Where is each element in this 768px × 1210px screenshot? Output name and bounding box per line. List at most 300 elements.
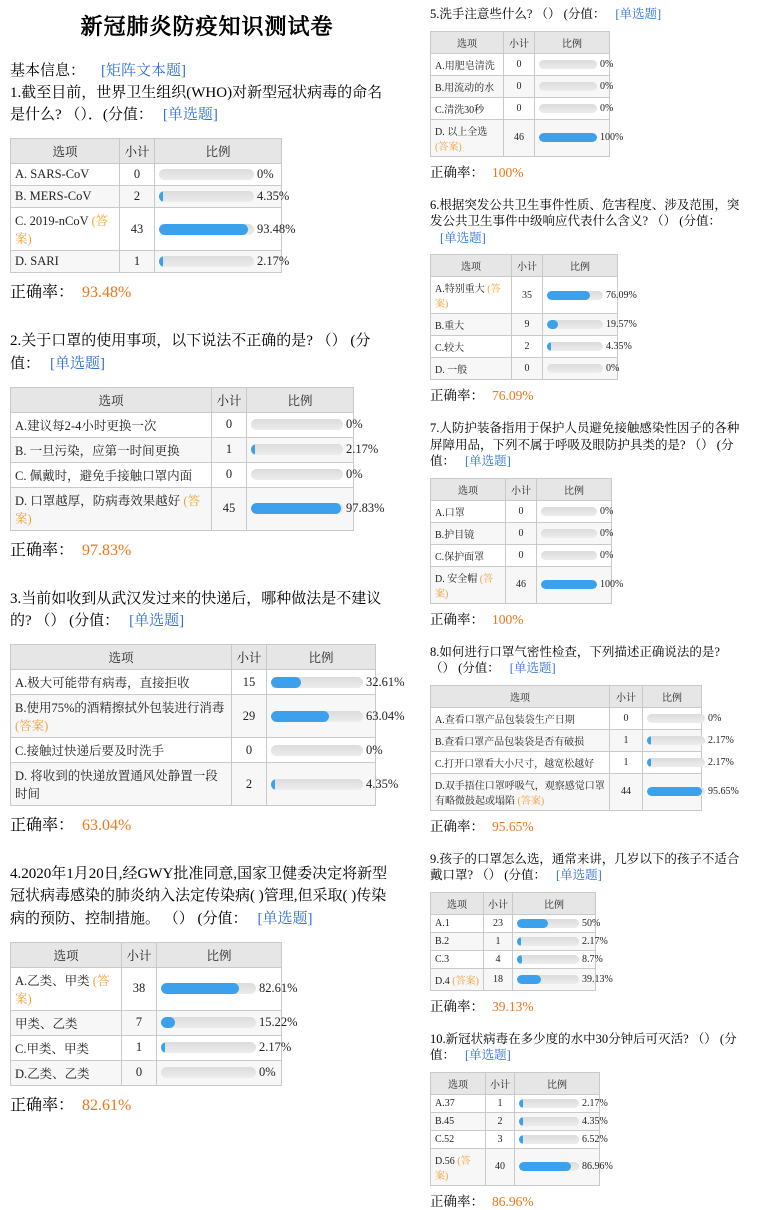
correct-rate-value: 63.04% xyxy=(82,817,132,835)
option-label-cell xyxy=(11,670,232,695)
options-table-body xyxy=(11,164,296,273)
answer-tag: (答案) xyxy=(452,975,479,987)
option-label-cell xyxy=(431,914,484,932)
percent-label: 2.17% xyxy=(259,1040,292,1055)
option-percent-cell xyxy=(267,695,405,738)
option-count: 29 xyxy=(232,695,267,738)
percent-bar xyxy=(539,58,614,70)
col-header-option: 选项 xyxy=(431,685,610,707)
percent-label: 97.83% xyxy=(346,501,385,516)
percent-bar-fill xyxy=(159,256,163,267)
question-type-link[interactable]: [单选题] xyxy=(162,107,218,124)
option-count: 0 xyxy=(504,75,535,97)
question-text-label: 6.根据突发公共卫生事件性质、危害程度、涉及范围，突发公共卫生事件中级响应代表什么含义? （） (分值： xyxy=(430,197,740,228)
option-row xyxy=(11,208,282,251)
option-row xyxy=(11,437,354,462)
percent-bar xyxy=(519,1133,608,1145)
options-table-head xyxy=(11,387,354,412)
answer-tag: (答案) xyxy=(435,573,494,600)
percent-bar xyxy=(547,341,632,352)
option-label-cell xyxy=(11,437,212,462)
percent-bar-fill xyxy=(547,342,551,351)
percent-label: 4.35% xyxy=(257,189,290,204)
percent-bar-fill xyxy=(519,1162,571,1171)
percent-bar-track xyxy=(517,937,579,946)
question-block xyxy=(10,82,388,302)
question-type-link[interactable]: [单选题] xyxy=(257,910,313,927)
option-label-cell xyxy=(11,186,120,208)
option-row xyxy=(431,773,702,810)
percent-bar xyxy=(271,776,399,792)
correct-rate-value: 100% xyxy=(492,164,524,180)
option-row xyxy=(431,729,702,751)
question-type-link[interactable]: [单选题] xyxy=(615,7,662,21)
option-label-cell xyxy=(11,487,212,530)
question-type-link[interactable]: [单选题] xyxy=(465,1048,511,1062)
option-percent-cell xyxy=(157,1035,292,1060)
percent-bar-track xyxy=(519,1117,579,1126)
answer-tag: (答案) xyxy=(15,719,49,734)
percent-bar xyxy=(547,319,637,330)
col-header-count: 小计 xyxy=(512,255,543,277)
percent-bar-track xyxy=(517,919,579,928)
percent-bar-track xyxy=(541,580,597,589)
percent-bar-fill xyxy=(517,937,521,946)
options-table-body xyxy=(431,500,624,603)
options-table-head xyxy=(431,685,702,707)
question-block xyxy=(10,588,405,835)
answer-tag: (答案) xyxy=(435,141,462,153)
percent-bar-fill xyxy=(159,224,248,235)
option-percent-cell xyxy=(515,1094,608,1112)
percent-bar-track xyxy=(519,1099,579,1108)
percent-bar-track xyxy=(271,677,363,688)
col-header-option: 选项 xyxy=(11,387,212,412)
percent-bar-fill xyxy=(161,1042,165,1053)
option-count: 1 xyxy=(610,729,643,751)
header-row xyxy=(11,942,282,967)
col-header-count: 小计 xyxy=(484,892,513,914)
question-text xyxy=(10,82,388,126)
percent-bar xyxy=(647,756,734,768)
option-label: C. 2019-nCoV xyxy=(15,214,89,229)
question-text xyxy=(10,863,388,930)
percent-bar-track xyxy=(647,787,705,796)
options-table xyxy=(430,1072,613,1186)
options-table xyxy=(10,387,385,531)
percent-bar-track xyxy=(539,82,597,91)
left-column xyxy=(10,4,405,1210)
option-percent-cell xyxy=(535,97,614,119)
answer-tag: (答案) xyxy=(15,214,109,247)
options-table-body xyxy=(431,914,613,990)
percent-bar-fill xyxy=(517,955,522,964)
question-text-label: 7.人防护装备指用于保护人员避免接触感染性因子的各种屏障用品，下列不属于呼吸及眼防护具类的是? （） (分值： xyxy=(430,421,740,468)
option-count: 46 xyxy=(504,119,535,156)
option-percent-cell xyxy=(513,914,601,932)
option-label: 甲类、乙类 xyxy=(15,1016,78,1031)
percent-bar-track xyxy=(539,104,597,113)
percent-label: 82.61% xyxy=(259,981,298,996)
options-table-head xyxy=(11,139,282,164)
percent-bar-track xyxy=(271,745,363,756)
percent-bar-track xyxy=(541,507,597,516)
col-header-count: 小计 xyxy=(120,139,155,164)
option-count: 0 xyxy=(232,738,267,763)
question-text-label: 1.截至目前，世界卫生组织(WHO)对新型冠状病毒的命名是什么? （）．(分值： xyxy=(10,85,383,124)
option-label-cell xyxy=(431,97,504,119)
option-percent-cell xyxy=(513,932,608,950)
option-row xyxy=(431,97,610,119)
percent-bar-track xyxy=(159,191,254,202)
option-label: D.乙类、乙类 xyxy=(15,1066,90,1081)
option-row xyxy=(431,277,618,314)
percent-bar xyxy=(251,442,379,457)
header-row xyxy=(431,31,610,53)
percent-bar xyxy=(647,786,739,797)
percent-bar-track xyxy=(161,1067,256,1078)
percent-bar-track xyxy=(547,320,603,329)
option-label: C.3 xyxy=(435,953,450,965)
options-table-head xyxy=(11,645,376,670)
answer-tag: (答案) xyxy=(517,795,545,807)
option-row xyxy=(11,251,282,273)
answer-tag: (答案) xyxy=(435,284,501,310)
correct-rate-line xyxy=(430,384,742,404)
option-label-cell xyxy=(431,729,610,751)
option-label: B.2 xyxy=(435,935,450,947)
option-percent-cell xyxy=(643,707,722,729)
option-label: B.护目镜 xyxy=(435,529,475,541)
option-row xyxy=(431,932,596,950)
percent-label: 0% xyxy=(346,467,363,482)
option-percent-cell xyxy=(513,950,603,968)
option-count: 1 xyxy=(120,251,155,273)
option-label: D. 将收到的快递放置通风处静置一段时间 xyxy=(15,769,218,802)
question-type-link[interactable]: [单选题] xyxy=(440,230,486,245)
options-table-body xyxy=(431,707,739,810)
option-count: 46 xyxy=(506,566,537,603)
correct-rate-label: 正确率： xyxy=(10,284,75,302)
option-label-cell xyxy=(431,1148,486,1185)
option-count: 18 xyxy=(484,968,513,990)
header-row xyxy=(431,255,618,277)
option-row xyxy=(11,695,376,738)
percent-label: 0% xyxy=(257,167,274,182)
percent-label: 0% xyxy=(600,549,614,561)
question-type-link[interactable]: [单选题] xyxy=(50,355,106,372)
options-table xyxy=(430,478,624,604)
correct-rate-line xyxy=(430,161,742,181)
percent-label: 93.48% xyxy=(257,221,296,236)
basic-info-line xyxy=(10,59,388,80)
option-label: B.重大 xyxy=(435,321,465,332)
option-count: 45 xyxy=(212,487,247,530)
question-block xyxy=(430,1031,742,1210)
col-header-option: 选项 xyxy=(431,31,504,53)
option-percent-cell xyxy=(247,487,385,530)
option-count: 0 xyxy=(122,1060,157,1085)
option-label: A.37 xyxy=(435,1097,455,1109)
percent-bar-fill xyxy=(541,580,597,589)
percent-bar xyxy=(161,981,298,996)
option-label: D.4 xyxy=(435,975,450,987)
option-percent-cell xyxy=(535,75,614,97)
option-label-cell xyxy=(431,53,504,75)
correct-rate-value: 97.83% xyxy=(82,541,132,559)
question-text-label: 9.孩子的口罩怎么选，通常来讲，几岁以下的孩子不适合戴口罩? （） (分值： xyxy=(430,851,740,882)
option-label: B.用流动的水 xyxy=(435,82,495,94)
percent-bar-fill xyxy=(159,191,163,202)
option-percent-cell xyxy=(155,251,290,273)
percent-bar-track xyxy=(517,975,579,984)
option-count: 23 xyxy=(484,914,513,932)
percent-bar xyxy=(519,1161,613,1172)
option-row xyxy=(431,707,702,729)
percent-bar xyxy=(519,1097,608,1109)
percent-bar-track xyxy=(547,291,603,300)
options-table-head xyxy=(11,942,282,967)
option-label-cell xyxy=(431,1094,486,1112)
option-count: 9 xyxy=(512,314,543,336)
option-row xyxy=(11,412,354,437)
percent-bar xyxy=(251,417,363,432)
question-text xyxy=(430,1031,742,1064)
col-header-percent: 比例 xyxy=(267,645,376,670)
option-label: D.56 xyxy=(435,1155,455,1167)
options-table-body xyxy=(431,1094,613,1185)
header-row xyxy=(11,139,282,164)
option-row xyxy=(431,1094,600,1112)
option-row xyxy=(11,738,376,763)
percent-bar-fill xyxy=(517,975,541,984)
percent-bar-track xyxy=(271,779,363,790)
correct-rate-value: 82.61% xyxy=(82,1096,132,1114)
percent-label: 19.57% xyxy=(606,319,637,330)
question-block xyxy=(430,420,742,628)
option-count: 1 xyxy=(486,1094,515,1112)
option-count: 0 xyxy=(212,462,247,487)
options-table-head xyxy=(431,892,596,914)
option-label: C.清洗30秒 xyxy=(435,104,485,116)
question-block xyxy=(430,197,742,405)
col-header-count: 小计 xyxy=(504,31,535,53)
percent-bar-track xyxy=(271,711,363,722)
percent-bar-track xyxy=(541,551,597,560)
percent-bar-track xyxy=(159,224,254,235)
option-count: 0 xyxy=(120,164,155,186)
col-header-percent: 比例 xyxy=(155,139,282,164)
correct-rate-value: 76.09% xyxy=(492,388,534,403)
option-label-cell xyxy=(11,251,120,273)
option-row xyxy=(431,336,618,358)
option-percent-cell xyxy=(267,763,399,806)
percent-bar-fill xyxy=(271,779,275,790)
percent-bar xyxy=(647,712,722,724)
question-text xyxy=(430,6,742,23)
col-header-count: 小计 xyxy=(610,685,643,707)
col-header-percent: 比例 xyxy=(535,31,610,53)
col-header-option: 选项 xyxy=(431,1072,486,1094)
option-row xyxy=(431,522,612,544)
percent-bar xyxy=(271,742,383,758)
option-label: B. MERS-CoV xyxy=(15,189,92,204)
option-row xyxy=(11,967,282,1010)
col-header-percent: 比例 xyxy=(643,685,702,707)
question-block xyxy=(430,6,742,181)
percent-bar-track xyxy=(647,736,705,745)
option-percent-cell xyxy=(157,967,298,1010)
percent-bar-fill xyxy=(251,503,341,514)
percent-label: 2.17% xyxy=(582,935,608,947)
left-questions-container xyxy=(10,82,405,1115)
option-label-cell xyxy=(11,738,232,763)
question-text-label: 5.洗手注意些什么? （） (分值： xyxy=(430,7,606,21)
question-text xyxy=(10,330,388,374)
option-label-cell xyxy=(11,462,212,487)
option-label-cell xyxy=(431,522,506,544)
option-label: C.保护面罩 xyxy=(435,551,485,563)
page-title: 新冠肺炎防疫知识测试卷 xyxy=(80,14,334,39)
options-table xyxy=(430,685,739,811)
question-type-link[interactable]: [单选题] xyxy=(555,868,602,882)
header-row xyxy=(11,645,376,670)
percent-bar-track xyxy=(159,256,254,267)
option-row xyxy=(11,462,354,487)
col-header-option: 选项 xyxy=(11,139,120,164)
option-row xyxy=(431,53,610,75)
correct-rate-label: 正确率： xyxy=(430,1193,484,1209)
col-header-count: 小计 xyxy=(212,387,247,412)
percent-bar-track xyxy=(541,529,597,538)
percent-bar-track xyxy=(539,60,597,69)
question-block xyxy=(430,644,742,835)
option-label-cell xyxy=(431,932,484,950)
option-count: 0 xyxy=(506,522,537,544)
option-count: 2 xyxy=(120,186,155,208)
percent-label: 2.17% xyxy=(346,442,379,457)
option-label-cell xyxy=(11,208,120,251)
option-count: 2 xyxy=(232,763,267,806)
option-label: B. 一旦污染，应第一时间更换 xyxy=(15,443,180,458)
question-text-label: 2.关于口罩的使用事项，以下说法不正确的是? （） (分值： xyxy=(10,333,371,372)
option-label-cell xyxy=(431,950,484,968)
percent-label: 0% xyxy=(259,1065,276,1080)
option-count: 38 xyxy=(122,967,157,1010)
col-header-percent: 比例 xyxy=(537,478,612,500)
option-row xyxy=(11,1035,282,1060)
option-row xyxy=(431,119,610,156)
answer-tag: (答案) xyxy=(15,973,110,1006)
correct-rate-line xyxy=(10,1092,388,1115)
question-type-link[interactable]: [单选题] xyxy=(509,661,556,675)
percent-label: 2.17% xyxy=(257,254,290,269)
option-row xyxy=(11,487,354,530)
percent-bar xyxy=(539,80,614,92)
option-label: C.打开口罩看大小尺寸，越宽松越好 xyxy=(435,758,595,770)
option-label: B.45 xyxy=(435,1115,455,1127)
option-row xyxy=(431,1130,600,1148)
correct-rate-line xyxy=(10,279,388,302)
percent-label: 0% xyxy=(600,58,614,70)
col-header-count: 小计 xyxy=(506,478,537,500)
options-table-head xyxy=(431,255,618,277)
percent-bar-track xyxy=(547,342,603,351)
option-row xyxy=(11,186,282,208)
option-label-cell xyxy=(11,1035,122,1060)
option-row xyxy=(11,1060,282,1085)
percent-label: 0% xyxy=(606,363,620,374)
percent-bar-fill xyxy=(547,320,558,329)
question-type-link[interactable]: [单选题] xyxy=(129,612,185,629)
col-header-option: 选项 xyxy=(431,255,512,277)
percent-label: 32.61% xyxy=(366,674,405,689)
option-label-cell xyxy=(431,75,504,97)
percent-bar-track xyxy=(251,419,343,430)
options-table-body xyxy=(11,412,385,530)
question-block xyxy=(430,851,742,1015)
option-count: 43 xyxy=(120,208,155,251)
option-percent-cell xyxy=(535,119,624,156)
percent-label: 6.52% xyxy=(582,1133,608,1145)
option-percent-cell xyxy=(643,751,734,773)
percent-label: 63.04% xyxy=(366,708,405,723)
percent-bar-fill xyxy=(647,787,702,796)
question-text xyxy=(430,644,742,677)
option-label: B.使用75%的酒精擦拭外包装进行消毒 xyxy=(15,701,225,716)
option-label: A.乙类、甲类 xyxy=(15,973,90,988)
answer-tag: (答案) xyxy=(435,1155,471,1182)
percent-label: 4.35% xyxy=(582,1115,608,1127)
percent-bar xyxy=(539,132,624,143)
option-row xyxy=(431,1112,600,1130)
correct-rate-line xyxy=(10,812,388,835)
percent-bar xyxy=(517,953,603,965)
percent-label: 2.17% xyxy=(582,1097,608,1109)
option-label-cell xyxy=(431,314,512,336)
basic-info-type-link[interactable]: [矩阵文本题] xyxy=(101,63,187,79)
option-count: 0 xyxy=(212,412,247,437)
percent-label: 86.96% xyxy=(582,1161,613,1172)
correct-rate-label: 正确率： xyxy=(10,541,75,559)
col-header-count: 小计 xyxy=(486,1072,515,1094)
percent-bar-track xyxy=(251,469,343,480)
percent-label: 15.22% xyxy=(259,1015,298,1030)
option-percent-cell xyxy=(515,1130,608,1148)
right-questions-container xyxy=(430,6,742,1210)
option-label: A.1 xyxy=(435,917,450,929)
percent-label: 50% xyxy=(582,917,601,929)
option-row xyxy=(431,544,612,566)
option-row xyxy=(11,164,282,186)
percent-bar-track xyxy=(539,133,597,142)
percent-label: 4.35% xyxy=(606,341,632,352)
option-label: C.接触过快递后要及时洗手 xyxy=(15,744,164,759)
answer-tag: (答案) xyxy=(15,493,201,526)
question-type-link[interactable]: [单选题] xyxy=(465,454,511,468)
percent-bar xyxy=(547,289,637,301)
percent-bar xyxy=(161,1065,277,1080)
col-header-option: 选项 xyxy=(11,645,232,670)
option-count: 0 xyxy=(506,544,537,566)
percent-bar xyxy=(161,1040,292,1055)
percent-label: 8.7% xyxy=(582,953,603,965)
percent-bar-track xyxy=(251,444,343,455)
question-text xyxy=(430,851,742,884)
option-label-cell xyxy=(431,968,484,990)
options-table xyxy=(10,138,296,273)
percent-label: 100% xyxy=(600,132,624,143)
